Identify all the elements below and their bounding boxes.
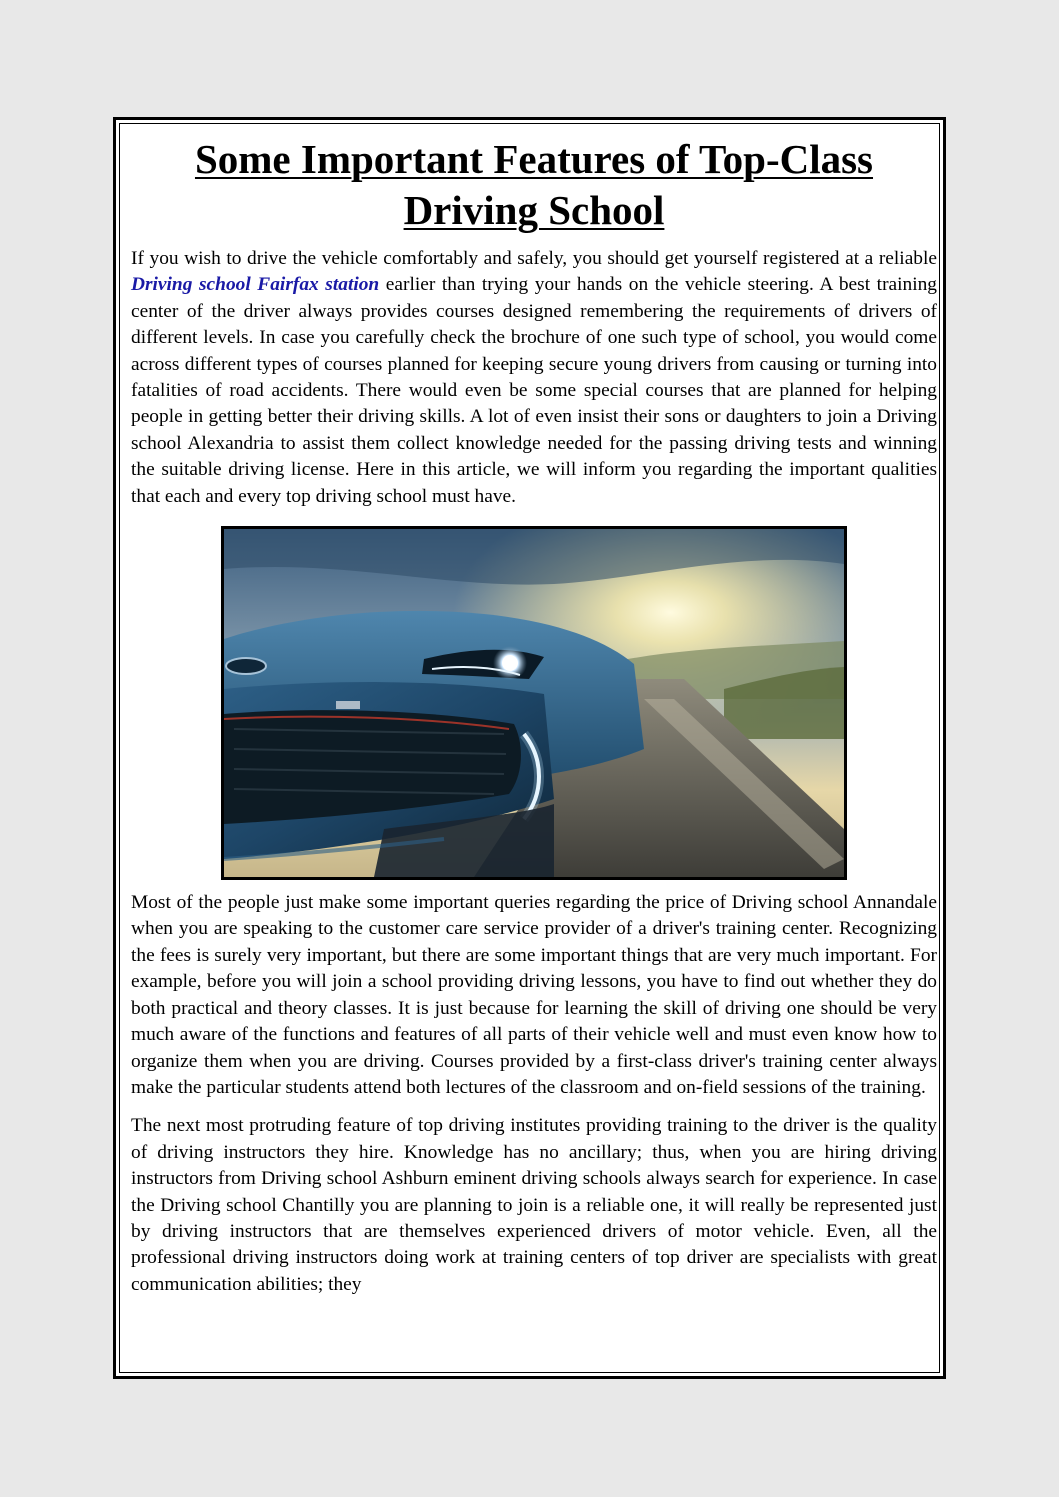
page-title: Some Important Features of Top-Class Driving School xyxy=(194,136,874,233)
instructors-paragraph: The next most protruding feature of top driving institutes providing training to the driver is the quality of driving instructors they hire. Knowledge has no ancillary; thus, when you are hiring driving instructors from Driving school Ashburn eminent driving schools always search for experience. In case the Driving school Chantilly you are planning to join is a reliable one, it will really be represented just by driving instructors that are themselves experienced drivers of motor vehicle. Even, all the professional driving instructors doing work at training centers of top driver are specialists with great communication abilities; they xyxy=(131,1115,937,1295)
sports-car-photo xyxy=(221,526,847,880)
page-border-inner xyxy=(119,123,940,1373)
page-border xyxy=(113,117,946,1379)
sports-car-illustration xyxy=(224,529,844,877)
intro-text-after-link: earlier than trying your hands on the vehicle steering. A best training center of the driver always provides courses designed remembering the requirements of drivers of different levels. In case you carefully check the brochure of one such type of school, you would come across different types of courses planned for keeping secure young drivers from causing or turning into fatalities of road accidents. There would even be some special courses that are planned for helping people in getting better their driving skills. A lot of even insist their sons or daughters to join a Driving school Alexandria to assist them collect knowledge needed for the passing driving tests and winning the suitable driving license. Here in this article, we will inform you regarding the important qualities that each and every top driving school must have. xyxy=(131,274,937,507)
driving-school-fairfax-link[interactable]: Driving school Fairfax station xyxy=(131,274,380,296)
intro-text-before-link: If you wish to drive the vehicle comfortably and safely, you should get yourself registered at a reliable xyxy=(131,248,937,269)
fees-paragraph: Most of the people just make some important queries regarding the price of Driving school Annandale when you are speaking to the customer care service provider of a driver's training center. Recognizing the fees is surely very important, but there are some important things that are very much important. For example, before you will join a school providing driving lessons, you have to find out whether they do both practical and theory classes. It is just because for learning the skill of driving one should be very much aware of the functions and features of all parts of their vehicle well and must even know how to organize them when you are driving. Courses provided by a first-class driver's training center always make the particular students attend both lectures of the classroom and on-field sessions of the training. xyxy=(131,892,937,1098)
intro-paragraph xyxy=(131,246,937,510)
document-content xyxy=(131,134,937,1298)
